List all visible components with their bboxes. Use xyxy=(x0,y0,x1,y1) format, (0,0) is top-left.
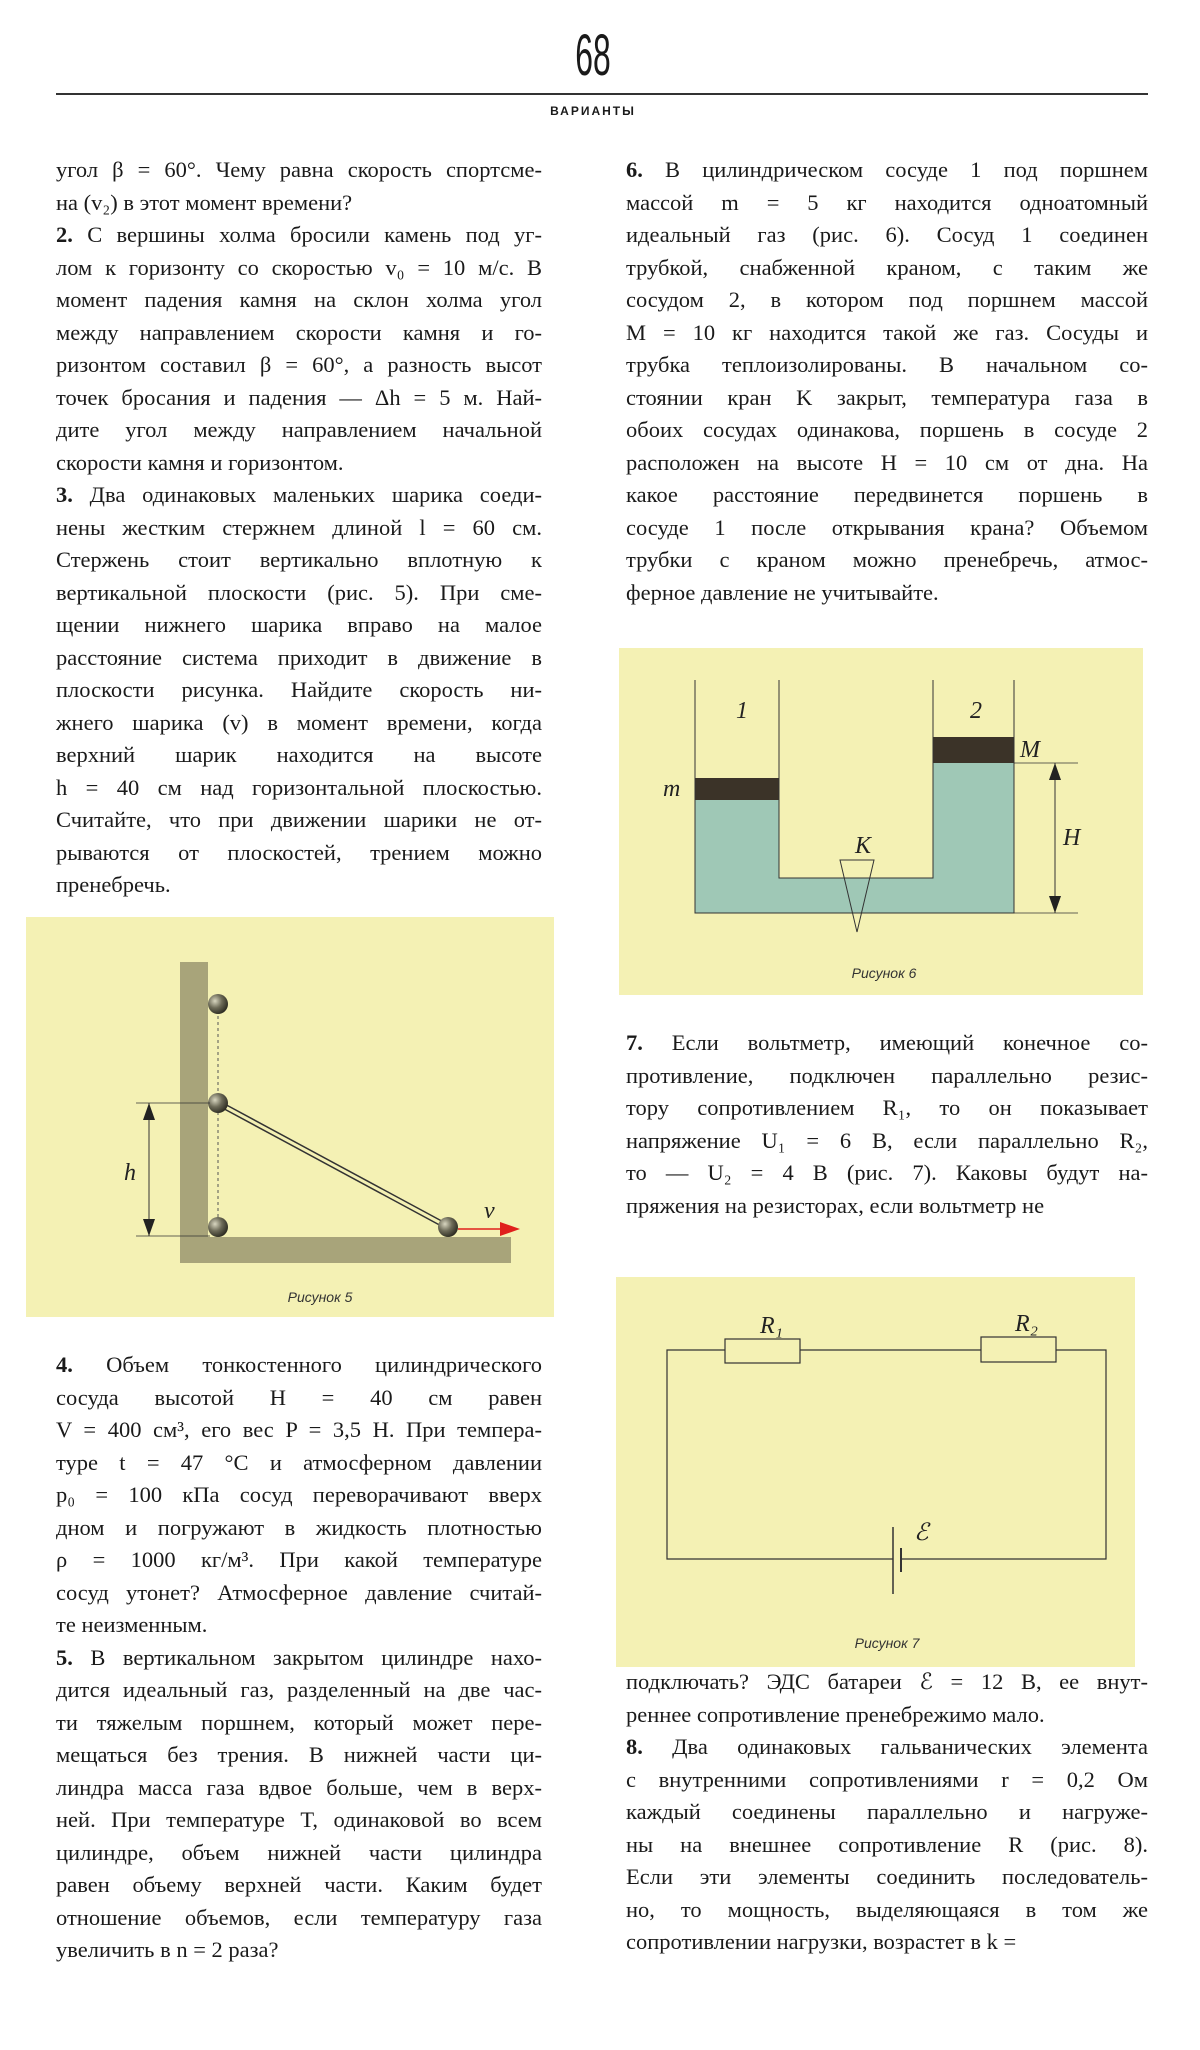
ball-initial-lower-position xyxy=(208,1217,228,1237)
text-line: угол β = 60°. Чему равна скорость спортсме- xyxy=(56,157,542,182)
text-line: стоянии кран K закрыт, температура газа в xyxy=(626,384,1148,410)
text-line: но, то мощность, выделяющаяся в том же xyxy=(626,1896,1148,1922)
text-line: ферное давление не учитывайте. xyxy=(626,579,939,605)
text-line: идеальный газ (рис. 6). Сосуд 1 соединен xyxy=(626,222,1148,247)
ball-upper xyxy=(208,1093,228,1113)
text-line: p₀ = 100 кПа сосуд переворачивают вверх xyxy=(56,1482,542,1507)
text-line: сосуда высотой H = 40 см равен xyxy=(56,1384,542,1410)
text-line: 7. Если вольтметр, имеющий конечное со- xyxy=(626,1030,1148,1055)
text-line: жнего шарика (v) в момент времени, когда xyxy=(56,709,542,735)
problem-number: 3. xyxy=(56,482,73,507)
text-line: противление, подключен параллельно резис- xyxy=(626,1062,1148,1088)
label-emf: ℰ xyxy=(914,1520,929,1546)
problem-number: 5. xyxy=(56,1644,73,1670)
text-line: сосуд утонет? Атмосферное давление считай- xyxy=(56,1579,542,1605)
problem-number: 8. xyxy=(626,1734,643,1759)
text-line: те неизменным. xyxy=(56,1612,208,1637)
text-line: Считайте, что при движении шарики не от- xyxy=(56,807,542,832)
figure-5 xyxy=(26,917,554,1317)
figure-7-background xyxy=(616,1277,1135,1667)
text-line: расстояние система приходит в движение в xyxy=(56,644,542,670)
problem-number: 6. xyxy=(626,157,643,182)
text-line: каждый соединены параллельно и нагруже- xyxy=(626,1799,1148,1824)
text-line: равен объему верхней части. Каким будет xyxy=(56,1872,542,1897)
label-vessel-2: 2 xyxy=(970,698,982,724)
text-line: сосуде 1 после открывания крана? Объемом xyxy=(626,514,1148,540)
section-title: ВАРИАНТЫ xyxy=(550,104,636,118)
text-line: V = 400 см³, его вес P = 3,5 Н. При темпера- xyxy=(56,1417,542,1442)
text-line: ны на внешнее сопротивление R (рис. 8). xyxy=(626,1831,1148,1857)
label-R2: R₂ xyxy=(1015,1311,1039,1337)
text-line: M = 10 кг находится такой же газ. Сосуды и xyxy=(626,319,1148,345)
text-line: цилиндре, объем нижней части цилиндра xyxy=(56,1839,542,1865)
text-line: нены жестким стержнем длиной l = 60 см. xyxy=(56,514,542,540)
vertical-wall xyxy=(180,962,208,1263)
text-line: Стержень стоит вертикально вплотную к xyxy=(56,547,542,572)
text-line: с внутренними сопротивлениями r = 0,2 Ом xyxy=(626,1766,1148,1792)
text-line: то — U₂ = 4 В (рис. 7). Каковы будут на- xyxy=(626,1160,1148,1185)
text-line: точек бросания и падения — Δh = 5 м. Най- xyxy=(56,384,542,410)
page-number: 68 xyxy=(575,23,611,88)
problem-number: 2. xyxy=(56,222,73,247)
text-line: скорости камня и горизонтом. xyxy=(56,449,344,475)
ball-top-position xyxy=(208,994,228,1014)
label-K: K xyxy=(855,833,872,859)
text-line: дном и погружают в жидкость плотностью xyxy=(56,1514,542,1540)
text-line: массой m = 5 кг находится одноатомный xyxy=(626,189,1148,215)
text-line: 4. Объем тонкостенного цилиндрического xyxy=(56,1352,542,1377)
piston-m xyxy=(695,778,779,800)
label-m: m xyxy=(663,776,681,802)
text-line: между направлением скорости камня и го- xyxy=(56,319,542,345)
text-line: момент падения камня на склон холма угол xyxy=(56,287,542,312)
text-line: подключать? ЭДС батареи ℰ = 12 В, ее внут- xyxy=(626,1669,1148,1694)
text-line: ризонтом составил β = 60°, а разность высот xyxy=(56,352,542,377)
text-line: 6. В цилиндрическом сосуде 1 под поршнем xyxy=(626,157,1148,182)
text-line: плоскости рисунка. Найдите скорость ни- xyxy=(56,677,542,702)
label-M: M xyxy=(1020,737,1040,763)
text-line: реннее сопротивление пренебрежимо мало. xyxy=(626,1701,1045,1727)
figure-5-caption: Рисунок 5 xyxy=(287,1289,353,1305)
text-line: трубки с краном можно пренебречь, атмос- xyxy=(626,547,1148,572)
text-line: 5. В вертикальном закрытом цилиндре нахо- xyxy=(56,1644,542,1670)
text-line: ρ = 1000 кг/м³. При какой температуре xyxy=(56,1547,542,1572)
text-line: ти тяжелым поршнем, который может пере- xyxy=(56,1709,542,1735)
horizontal-floor xyxy=(180,1237,511,1263)
text-line: щении нижнего шарика вправо на малое xyxy=(56,612,542,637)
text-line: расположен на высоте H = 10 см от дна. На xyxy=(626,449,1148,475)
label-vessel-1: 1 xyxy=(736,698,748,724)
text-line: пренебречь. xyxy=(56,872,171,897)
text-line: верхний шарик находится на высоте xyxy=(56,742,542,767)
text-line: напряжение U₁ = 6 В, если параллельно R₂, xyxy=(626,1127,1148,1153)
text-line: мещаться без трения. В нижней части ци- xyxy=(56,1742,542,1767)
text-line: обоих сосудах одинакова, поршень в сосуде 2 xyxy=(626,417,1148,442)
text-line: какое расстояние передвинется поршень в xyxy=(626,482,1148,507)
piston-M xyxy=(933,737,1014,763)
problem-number: 4. xyxy=(56,1352,73,1377)
text-line: лом к горизонту со скоростью v₀ = 10 м/с. В xyxy=(56,254,542,280)
figure-7 xyxy=(616,1277,1135,1667)
text-line: Если эти элементы соединить последователь- xyxy=(626,1864,1148,1889)
text-line: на (v₂) в этот момент времени? xyxy=(56,189,353,215)
label-R1: R₁ xyxy=(760,1313,784,1339)
text-line: 2. С вершины холма бросили камень под уг- xyxy=(56,222,542,247)
text-line: увеличить в n = 2 раза? xyxy=(56,1937,279,1962)
text-line: сосудом 2, в котором под поршнем массой xyxy=(626,287,1148,312)
text-line: пряжения на резисторах, если вольтметр не xyxy=(626,1192,1045,1218)
text-line: ней. При температуре T, одинаковой во всем xyxy=(56,1807,542,1832)
text-line: дится идеальный газ, разделенный на две час- xyxy=(56,1677,542,1702)
text-line: рываются от плоскостей, трением можно xyxy=(56,839,542,865)
problem-number: 7. xyxy=(626,1030,643,1055)
text-line: трубкой, снабженной краном, с таким же xyxy=(626,254,1148,280)
text-line: дите угол между направлением начальной xyxy=(56,417,542,442)
ball-lower xyxy=(438,1217,458,1237)
figure-7-caption: Рисунок 7 xyxy=(854,1635,920,1651)
label-H: H xyxy=(1063,825,1081,851)
text-line: линдра масса газа вдвое больше, чем в верх- xyxy=(56,1774,542,1800)
text-line: сопротивлении нагрузки, возрастет в k = xyxy=(626,1929,1017,1954)
text-line: h = 40 см над горизонтальной плоскостью. xyxy=(56,774,542,800)
figure-6-caption: Рисунок 6 xyxy=(851,965,917,981)
text-line: вертикальной плоскости (рис. 5). При сме- xyxy=(56,579,542,605)
label-h: h xyxy=(124,1160,136,1186)
text-line: трубка теплоизолированы. В начальном со- xyxy=(626,352,1148,377)
label-v: v xyxy=(484,1198,495,1224)
text-line: туре t = 47 °C и атмосферном давлении xyxy=(56,1449,542,1475)
text-line: 3. Два одинаковых маленьких шарика соеди- xyxy=(56,482,542,507)
figure-6 xyxy=(619,648,1143,995)
text-line: тору сопротивлением R₁, то он показывает xyxy=(626,1095,1148,1120)
text-line: отношение объемов, если температуру газа xyxy=(56,1904,542,1930)
text-line: 8. Два одинаковых гальванических элемента xyxy=(626,1734,1148,1759)
